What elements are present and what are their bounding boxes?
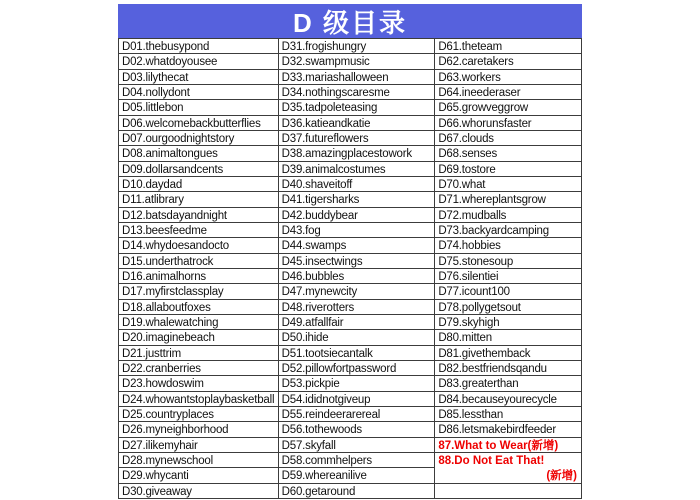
catalog-column-2: [279, 39, 436, 499]
list-item: D42.buddybear: [279, 208, 436, 223]
list-item: D50.ihide: [279, 330, 436, 345]
list-item: D41.tigersharks: [279, 192, 436, 207]
list-item: D65.growveggrow: [435, 100, 582, 115]
list-item: D21.justtrim: [119, 346, 279, 361]
list-item: D05.littlebon: [119, 100, 279, 115]
list-item: D56.tothewoods: [279, 422, 436, 437]
list-item: D66.whorunsfaster: [435, 116, 582, 131]
list-item: D69.tostore: [435, 162, 582, 177]
list-item: [435, 484, 582, 499]
list-item: D09.dollarsandcents: [119, 162, 279, 177]
list-item: D02.whatdoyousee: [119, 54, 279, 69]
list-item: D79.skyhigh: [435, 315, 582, 330]
catalog-table: [118, 4, 582, 499]
list-item-line: (新增): [546, 469, 577, 482]
list-item: D72.mudballs: [435, 208, 582, 223]
list-item: D29.whycanti: [119, 468, 279, 483]
list-item: D53.pickpie: [279, 376, 436, 391]
list-item: D57.skyfall: [279, 438, 436, 453]
list-item: D07.ourgoodnightstory: [119, 131, 279, 146]
list-item: D17.myfirstclassplay: [119, 284, 279, 299]
list-item: D83.greaterthan: [435, 376, 582, 391]
list-item: D35.tadpoleteasing: [279, 100, 436, 115]
list-item: D40.shaveitoff: [279, 177, 436, 192]
list-item: D81.givethemback: [435, 346, 582, 361]
list-item: D18.allaboutfoxes: [119, 300, 279, 315]
list-item: 87.What to Wear(新增): [435, 438, 582, 453]
list-item: D13.beesfeedme: [119, 223, 279, 238]
catalog-title: D 级目录: [118, 4, 582, 38]
list-item: D84.becauseyourecycle: [435, 392, 582, 407]
list-item: D43.fog: [279, 223, 436, 238]
catalog-columns: [118, 38, 582, 499]
list-item: D51.tootsiecantalk: [279, 346, 436, 361]
list-item: D38.amazingplacestowork: [279, 146, 436, 161]
list-item: D71.whereplantsgrow: [435, 192, 582, 207]
list-item: D80.mitten: [435, 330, 582, 345]
list-item: D32.swampmusic: [279, 54, 436, 69]
list-item: D19.whalewatching: [119, 315, 279, 330]
list-item: D01.thebusypond: [119, 39, 279, 54]
list-item: D86.letsmakebirdfeeder: [435, 422, 582, 437]
list-item: D62.caretakers: [435, 54, 582, 69]
list-item: D28.mynewschool: [119, 453, 279, 468]
list-item: D55.reindeerarereal: [279, 407, 436, 422]
list-item: D77.icount100: [435, 284, 582, 299]
list-item: D46.bubbles: [279, 269, 436, 284]
list-item: D60.getaround: [279, 484, 436, 499]
list-item: D04.nollydont: [119, 85, 279, 100]
list-item: D06.welcomebackbutterflies: [119, 116, 279, 131]
list-item: D36.katieandkatie: [279, 116, 436, 131]
list-item: D85.lessthan: [435, 407, 582, 422]
list-item: D61.theteam: [435, 39, 582, 54]
list-item: D73.backyardcamping: [435, 223, 582, 238]
list-item: D24.whowantstoplaybasketball: [119, 392, 279, 407]
list-item: D78.pollygetsout: [435, 300, 582, 315]
list-item: D47.mynewcity: [279, 284, 436, 299]
list-item: D54.ididnotgiveup: [279, 392, 436, 407]
list-item: D23.howdoswim: [119, 376, 279, 391]
list-item: D68.senses: [435, 146, 582, 161]
list-item: D12.batsdayandnight: [119, 208, 279, 223]
list-item: D26.myneighborhood: [119, 422, 279, 437]
list-item: D30.giveaway: [119, 484, 279, 499]
list-item: D58.commhelpers: [279, 453, 436, 468]
list-item: D03.lilythecat: [119, 70, 279, 85]
list-item: D59.whereanilive: [279, 468, 436, 483]
list-item: D44.swamps: [279, 238, 436, 253]
list-item: D76.silentiei: [435, 269, 582, 284]
list-item: D31.frogishungry: [279, 39, 436, 54]
list-item: D25.countryplaces: [119, 407, 279, 422]
list-item: D34.nothingscaresme: [279, 85, 436, 100]
catalog-column-3: [435, 39, 582, 499]
list-item: D20.imaginebeach: [119, 330, 279, 345]
list-item: D67.clouds: [435, 131, 582, 146]
list-item: D74.hobbies: [435, 238, 582, 253]
list-item: D14.whydoesandocto: [119, 238, 279, 253]
list-item: D63.workers: [435, 70, 582, 85]
list-item: D15.underthatrock: [119, 254, 279, 269]
list-item: D11.atlibrary: [119, 192, 279, 207]
catalog-column-1: [119, 39, 279, 499]
list-item: D39.animalcostumes: [279, 162, 436, 177]
list-item: D75.stonesoup: [435, 254, 582, 269]
list-item-line: 88.Do Not Eat That!: [438, 454, 545, 467]
list-item: [435, 453, 582, 484]
list-item: D82.bestfriendsqandu: [435, 361, 582, 376]
list-item: D49.atfallfair: [279, 315, 436, 330]
list-item: D33.mariashalloween: [279, 70, 436, 85]
list-item: D52.pillowfortpassword: [279, 361, 436, 376]
list-item: D64.ineederaser: [435, 85, 582, 100]
list-item: D45.insectwings: [279, 254, 436, 269]
list-item: D48.riverotters: [279, 300, 436, 315]
list-item: D10.daydad: [119, 177, 279, 192]
list-item: D27.ilikemyhair: [119, 438, 279, 453]
list-item: D37.futureflowers: [279, 131, 436, 146]
list-item: D16.animalhorns: [119, 269, 279, 284]
list-item: D08.animaltongues: [119, 146, 279, 161]
list-item: D70.what: [435, 177, 582, 192]
list-item: D22.cranberries: [119, 361, 279, 376]
